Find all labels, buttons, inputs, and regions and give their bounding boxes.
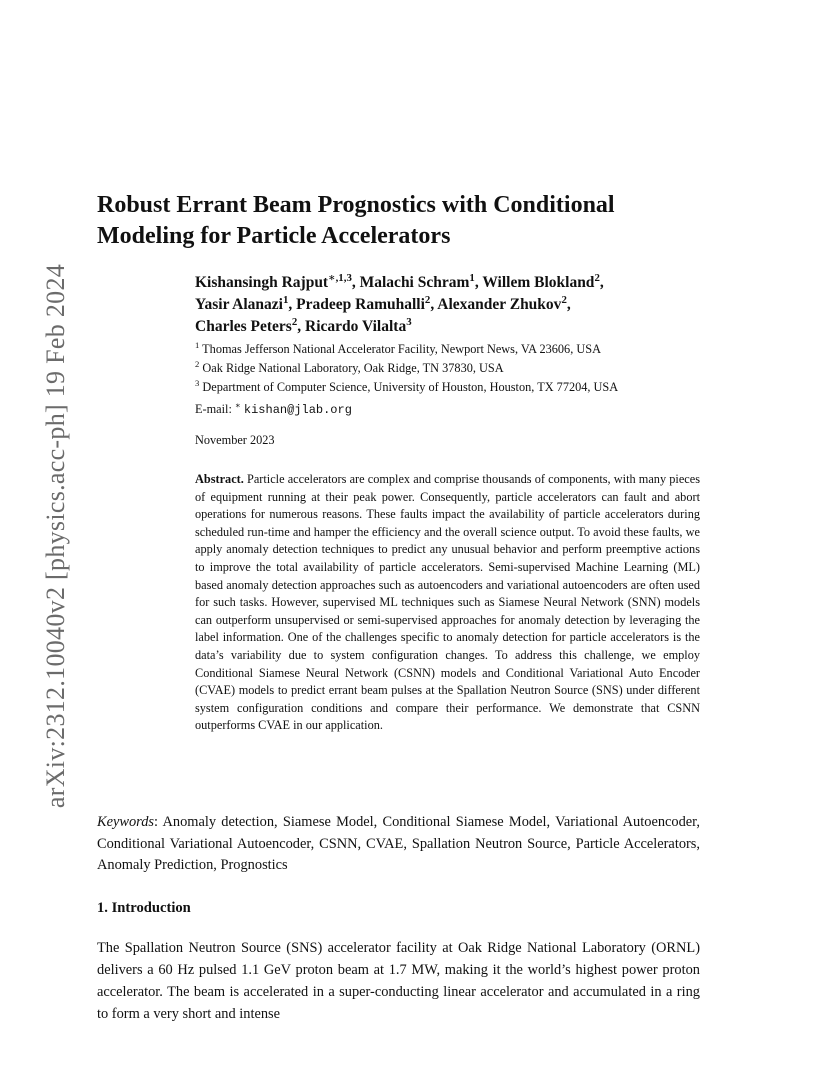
title-line-2: Modeling for Particle Accelerators xyxy=(97,223,451,249)
author: Ricardo Vilalta$^3$ xyxy=(305,315,412,335)
author: Charles Peters$^2$, xyxy=(195,315,306,335)
author-list xyxy=(195,272,715,338)
section-body: The Spallation Neutron Source (SNS) accelerator facility at Oak Ridge National Laboratory (ORNL) delivers a 60 Hz pulsed 1.1 GeV proton beam at 1.7 MW, making it the world’s highest power proton accelerator. The beam is accelerated in a super-conducting linear accelerator and accumulated in a ring to form a very short and intense xyxy=(97,940,700,1022)
paper-title xyxy=(97,190,717,252)
keywords-label: Keywords xyxy=(97,814,155,830)
author: Malachi Schram$^1$, xyxy=(359,271,483,291)
author: Alexander Zhukov$^2$, xyxy=(437,293,571,313)
author: Pradeep Ramuhalli$^2$, xyxy=(296,293,438,313)
abstract-text: Particle accelerators are complex and comprise thousands of components, with many pieces of equipment running at their peak power. Consequently, particle accelerators can fault and abort operations for numerous reasons. These faults impact the availability of particle accelerators during scheduled run-time and hamper the efficiency and the overall science output. To avoid these faults, we apply anomaly detection techniques to predict any unusual behavior and perform preemptive actions to improve the total availability of particle accelerators. Semi-supervised Machine Learning (ML) based anomaly detection approaches such as autoencoders and variational autoencoders are often used for such tasks. However, supervised ML techniques such as Siamese Neural Network (SNN) models can outperform unsupervised or semi-supervised approaches for anomaly detection by leveraging the label information. One of the challenges specific to anomaly detection for particle accelerators is the data’s variability due to system configuration changes. To address this challenge, we employ Conditional Siamese Neural Network (CSNN) models and Conditional Variational Auto Encoder (CVAE) models to predict errant beam pulses at the Spallation Neutron Source (SNS) under different system configuration conditions and compare their performance. We demonstrate that CSNN outperforms CVAE in our application. xyxy=(195,472,700,733)
author: Willem Blokland$^2$, xyxy=(482,271,604,291)
affiliation: $^3$ Department of Computer Science, University of Houston, Houston, TX 77204, USA xyxy=(195,377,619,394)
keywords xyxy=(97,812,700,877)
abstract xyxy=(195,471,700,735)
email-address[interactable]: kishan@jlab.org xyxy=(243,403,352,417)
arxiv-identifier: arXiv:2312.10040v2 [physics.acc-ph] 19 Feb 2024 xyxy=(41,263,70,809)
author: Yasir Alanazi$^1$, xyxy=(195,293,297,313)
keywords-text: : Anomaly detection, Siamese Model, Conditional Siamese Model, Variational Autoencoder, Conditional Variational Autoencoder, CSNN, CVAE, Spallation Neutron Source, Particle Accelerators, Anomaly Prediction, Prognostics xyxy=(97,814,700,873)
affiliation: $^1$ Thomas Jefferson National Accelerator Facility, Newport News, VA 23606, USA xyxy=(195,339,601,356)
section-heading: 1. Introduction xyxy=(97,900,191,916)
email-line xyxy=(195,401,352,418)
abstract-label: Abstract. xyxy=(195,472,244,486)
affiliation: $^2$ Oak Ridge National Laboratory, Oak Ridge, TN 37830, USA xyxy=(195,358,504,375)
title-line-1: Robust Errant Beam Prognostics with Conditional xyxy=(97,192,615,218)
email-marker: ∗ xyxy=(234,399,241,410)
author: Kishansingh Rajput$^{∗,1,3}$, xyxy=(195,271,360,291)
email-label: E-mail: xyxy=(195,402,235,416)
paper-date: November 2023 xyxy=(195,433,275,447)
affiliation-list xyxy=(195,340,715,397)
